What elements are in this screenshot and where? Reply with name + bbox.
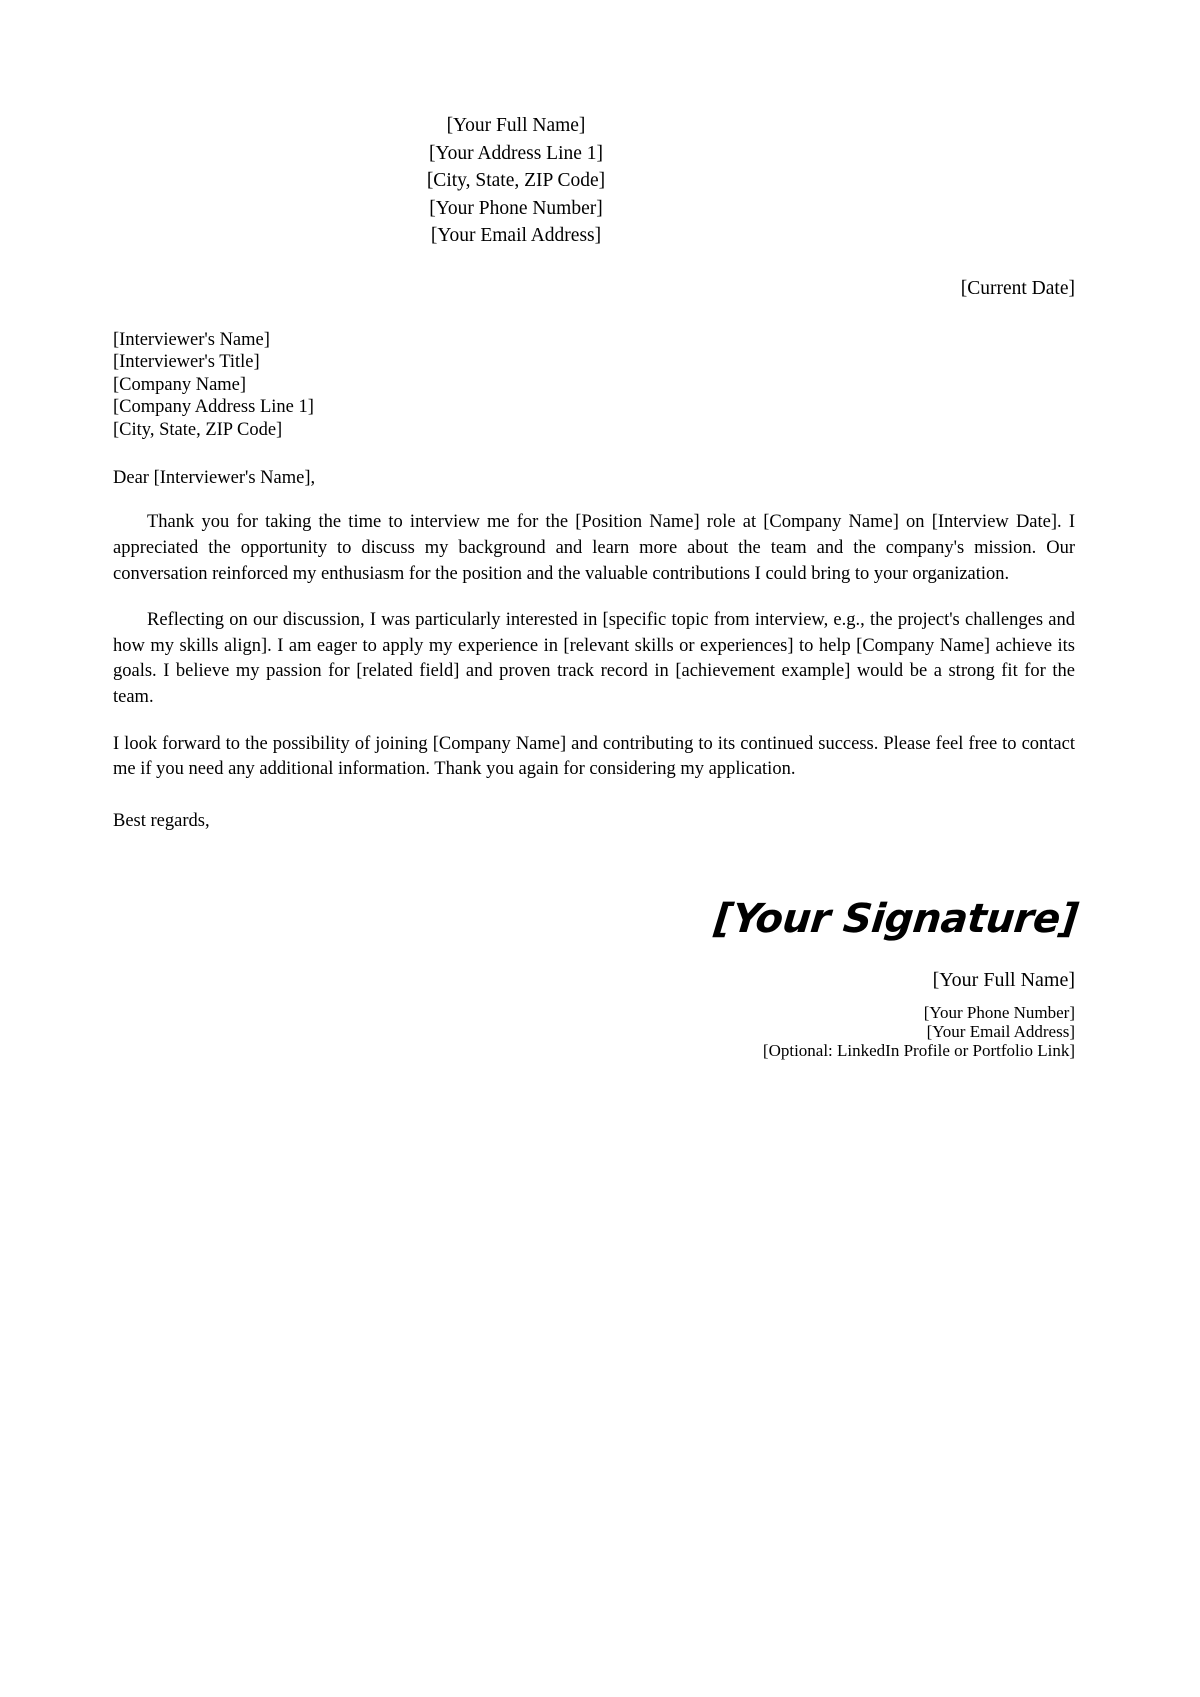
sender-city-state-zip: [City, State, ZIP Code] [426,170,606,191]
sender-address-line-1: [Your Address Line 1] [428,142,604,164]
signer-phone-number: [Your Phone Number] [923,1002,1075,1022]
recipient-name: [Interviewer's Name] [113,329,270,350]
body-paragraph-3: I look forward to the possibility of joining [Company Name] and contributing to its continued success. Please feel free to contact me if you need any additional information. Thank you again for considering my application. [113,733,1075,780]
recipient-company-address-line-1: [Company Address Line 1] [113,397,314,418]
body-paragraph-1: Thank you for taking the time to interview me for the [Position Name] role at [Company Name] on [Interview Date]. I appreciated the opportunity to discuss my background and learn more about the team and the company's mission. Our conversation reinforced my enthusiasm for the position and the valuable contributions I could bring to your organization. [113,512,1075,584]
body-paragraph-2: Reflecting on our discussion, I was particularly interested in [specific topic from interview, e.g., the project's challenges and how my skills align]. I am eager to apply my experience in [relevant skills or experiences] to help [Company Name] achieve its goals. I believe my passion for [related field] and proven track record in [achievement example] would be a strong fit for the team. [113,610,1075,708]
letter-date: [Current Date] [960,277,1075,299]
letter-content [113,0,1081,1060]
signer-profile-link: [Optional: LinkedIn Profile or Portfolio Link] [762,1040,1075,1060]
salutation: Dear [Interviewer's Name], [113,468,316,489]
sender-full-name: [Your Full Name] [446,115,586,136]
handwritten-signature: [Your Signature] [712,895,1081,942]
signer-contact-block [113,1003,1075,1060]
sender-address-block [113,112,1075,250]
sender-email-address: [Your Email Address] [430,225,602,246]
recipient-company-name: [Company Name] [113,374,247,395]
closing-salutation: Best regards, [113,810,210,831]
sender-phone-number: [Your Phone Number] [429,197,603,219]
recipient-address-block [113,329,1075,442]
signer-email-address: [Your Email Address] [926,1021,1075,1041]
signature-area [113,894,1081,944]
signer-full-name: [Your Full Name] [932,968,1075,991]
recipient-title: [Interviewer's Title] [113,352,260,373]
recipient-city-state-zip: [City, State, ZIP Code] [113,419,283,440]
